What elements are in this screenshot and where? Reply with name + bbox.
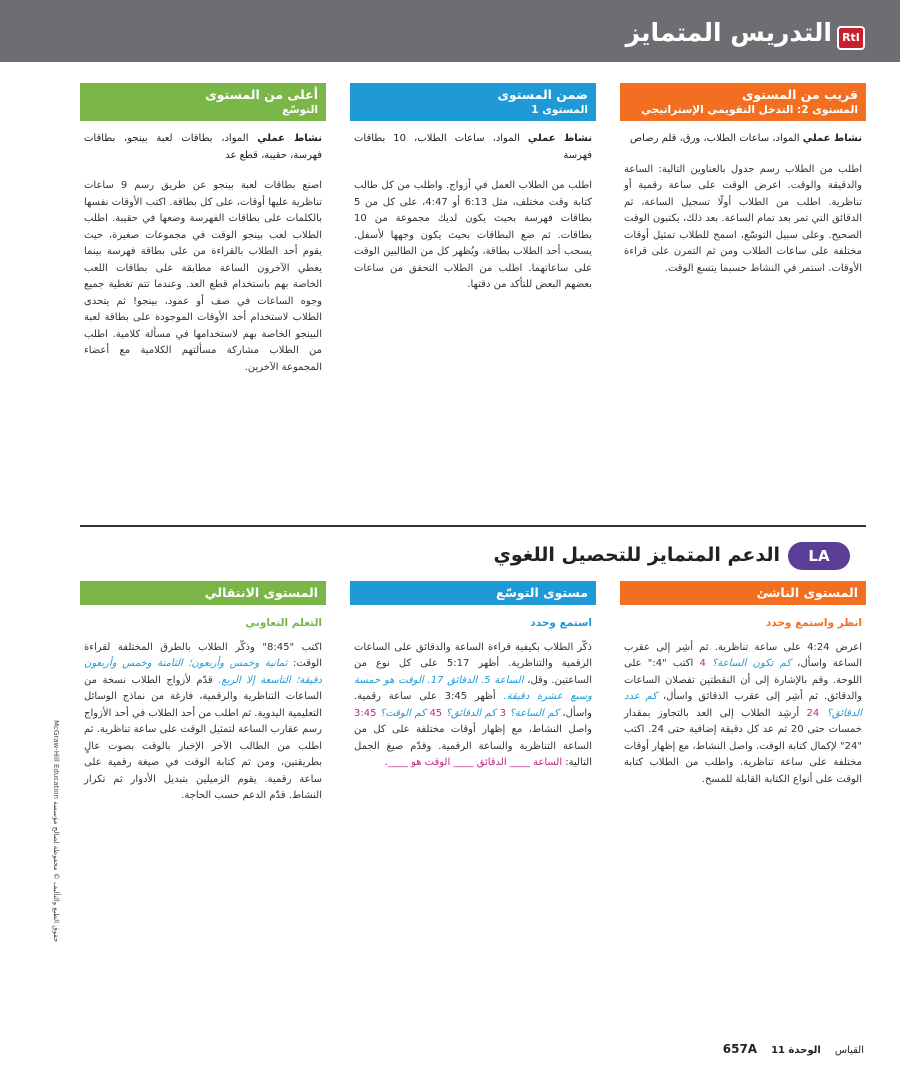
column-bridging: [80, 581, 326, 805]
activity-body: اصنع بطاقات لعبة بينجو عن طريق رسم 9 ساعات تناظرية عليها أوقات، على كل بطاقة. اكتب الأوقات نفسها بالكلمات على بطاقات الفهرسة وضعها في حقيبة. اطلب الطلاب لعب بينجو الوقت في مجموعات صغيرة، حيث يقوم أحد الطلاب بالقراءة من على بطاقة فهرسة بينما يغطي الآخرون الساعة مطابقة على بطاقات اللعب الخاصة بهم باستخدام قطع العد. وعندما تتم تغطية جميع وجوه الساعات في صف أو عمود، بينجو! ثم يتحدى الطلاب لاستخدام أحد الأوقات الموجودة على بطاقة لعبة البينجو الخاصة بهم لاستخدامها في مسألة كلامية. اطلب من الطلاب مشاركة مسألتهم الكلامية مع أعضاء المجموعة الآخرين.: [84, 180, 322, 373]
strategy-label: التعلم التعاوني: [245, 617, 322, 629]
body-text: اكتب "4:" على اللوحة. وقم بالإشارة إلى أن النقطتين تفصلان الساعات والدقائق. ثم أشِر إلى عقرب الدقائق واسأل،: [624, 658, 862, 702]
answer-text: 4: [693, 658, 712, 669]
column-title: ضمن المستوى: [497, 87, 588, 102]
la-section-title: الدعم المتمايز للتحصيل اللغوي: [493, 544, 780, 566]
rti-badge: RtI: [837, 26, 865, 50]
teacher-prompt: الساعة 5. الدقائق 17. الوقت هو خمسة وسبع عشرة دقيقة.: [354, 674, 592, 702]
column-title: المستوى الانتقالي: [204, 585, 318, 600]
teacher-prompt: كم تكون الساعة؟: [712, 658, 791, 669]
column-approaching: [620, 83, 866, 277]
body-text: ذكّر الطلاب بكيفية قراءة الساعة والدقائق على الساعات الرقمية والتناظرية. أظهر 5:17 على كل نوع من الساعتين. وقل،: [354, 641, 593, 686]
column-header: [80, 83, 326, 121]
teacher-prompt: كم الدقائق؟: [445, 707, 497, 719]
answer-text: 24: [799, 707, 827, 719]
body-text: واصل النشاط، مع إظهار أوقات مختلفة على كل من الساعة التناظرية والساعة الرقمية. وقدّم صيغ الجمل التالية:: [354, 724, 592, 768]
activity-materials: [84, 131, 322, 164]
la-body: [624, 640, 862, 789]
teacher-prompt: كم الوقت؟: [380, 707, 426, 719]
teacher-prompt: ثمانية وخمس وأربعون؛ الثامنة وخمس وأربعون دقيقة؛ التاسعة إلا الربع.: [84, 658, 323, 686]
answer-text: الساعة ____ الدقائق ____ الوقت هو ____.: [384, 757, 563, 768]
column-subtitle: المستوى 2: التدخل التقويمي الإستراتيجي: [641, 104, 858, 116]
answer-text: 45: [425, 707, 446, 719]
column-header: [620, 581, 866, 605]
page-number: 657A: [722, 1042, 758, 1056]
column-title: المستوى الناشئ: [756, 585, 858, 600]
column-subtitle: التوسّع: [282, 104, 318, 116]
activity-label: نشاط عملي: [257, 133, 322, 144]
column-beyond-level: [80, 83, 326, 376]
footer-topic: القياس: [834, 1045, 864, 1056]
answer-text: 3: [496, 707, 510, 719]
column-expanding: [350, 581, 596, 772]
strategy-label: استمع وحدد: [530, 617, 592, 629]
activity-label: نشاط عملي: [802, 133, 862, 144]
activity-body: اطلب من الطلاب رسم جدول بالعناوين التالية: الساعة والدقيقة والوقت. اعرض الوقت على ساعة رقمية أو تناظرية. اطلب من الطلاب أولًا تسجيل الساعة، ثم الدقائق التي تمر بعد تمام الساعة. بعد ذلك، يكتبون الوقت الصحيح. وعلى سبيل التوسّع، اسمح للطلاب تمثيل أوقات مختلفة على ساعات الطلاب ومن ثم التمرن على قراءة الأوقات. استمر في النشاط حسبما يتسع الوقت.: [624, 163, 862, 274]
column-title: أعلى من المستوى: [205, 87, 318, 102]
teacher-prompt: كم عدد الدقائق؟: [624, 691, 862, 719]
column-title: مستوى التوسّع: [496, 585, 588, 600]
body-text: قدّم لأزواج الطلاب نسخة من الساعات التناظرية والرقمية، فارغة من نماذج الوسائل التعليمية اليدوية. ثم اطلب من أحد الطلاب في أحد الأزواج رسم عقارب الساعة لتمثيل الوقت على ساعة تناظرية. ثم اطلب من الطالب الآخر الإخبار بالوقت بصوت عالٍ بطريقتين، ومن ثم كتابة الوقت في صيغة رقمية على ساعة رقمية. يقوم الزميلين بتبديل الأدوار ثم تكرار النشاط. قدّم الدعم حسب الحاجة.: [84, 674, 322, 801]
body-text: اكتب "8:45" وذكّر الطلاب بالطرق المختلفة لقراءة الوقت:: [84, 641, 322, 669]
materials-text: المواد، بطاقات لعبة بينجو، بطاقات فهرسة، حقيبة، قطع عد: [84, 133, 322, 161]
column-header: [350, 83, 596, 121]
footer-unit: الوحدة 11: [771, 1045, 821, 1056]
la-badge: LA: [788, 542, 850, 570]
section-divider: [80, 525, 866, 527]
materials-text: المواد، ساعات الطلاب، ورق، قلم رصاص: [630, 133, 800, 144]
la-body: [354, 640, 592, 772]
activity-materials: [354, 131, 592, 164]
copyright-credit: حقوق الطبع والتأليف © محفوظة لصالح مؤسسة McGraw-Hill Education: [52, 720, 60, 943]
column-subtitle: المستوى 1: [531, 104, 588, 116]
column-emerging: [620, 581, 866, 788]
column-title: قريب من المستوى: [741, 87, 858, 102]
strategy-label: انظر واستمع وحدد: [765, 617, 862, 629]
body-text: اعرض 4:24 على ساعة تناظرية. ثم أشِر إلى عقرب الساعة واسأل،: [624, 641, 862, 669]
activity-materials: [624, 131, 862, 148]
materials-text: المواد، ساعات الطلاب، 10 بطاقات فهرسة: [354, 133, 592, 161]
page-title: التدريس المتمايز: [625, 18, 832, 47]
body-text: أظهر 3:45 على ساعة رقمية. واسأل،: [354, 691, 592, 719]
column-header: [80, 581, 326, 605]
page-footer: [723, 1042, 864, 1056]
la-body: [84, 640, 322, 805]
activity-label: نشاط عملي: [527, 133, 592, 144]
teacher-prompt: كم الساعة؟: [509, 707, 559, 719]
activity-body: اطلب من الطلاب العمل في أزواج. واطلب من كل طالب كتابة وقت مختلف، مثل 6:13 أو 4:47، على كل من 5 بطاقات فهرسة بحيث يكون لديك مجموعة من 10 بطاقات. ثم ضع البطاقات بحيث يكون وجهها لأسفل. يسحب أحد الطلاب بطاقة، ويُظهر كل من الطالبين الوقت على ساعاتهما. اطلب من الطلاب التحقق من ساعات بعضهم البعض للتأكد من دقتها.: [354, 180, 592, 290]
body-text: أرشِد الطلاب إلى العد بالتجاوز بمقدار خمسات حتى 20 ثم عد كل دقيقة إضافية حتى 24. اكتب "24" لإكمال كتابة الوقت. واصل النشاط، مع إظهار أوقات مختلفة على ساعة تناظرية. واطلب من الطلاب كتابة الوقت على أنواع الكتابة القابلة للمسح.: [624, 707, 862, 785]
column-header: [620, 83, 866, 121]
column-header: [350, 581, 596, 605]
column-on-level: [350, 83, 596, 294]
answer-text: 3:45: [354, 707, 381, 719]
